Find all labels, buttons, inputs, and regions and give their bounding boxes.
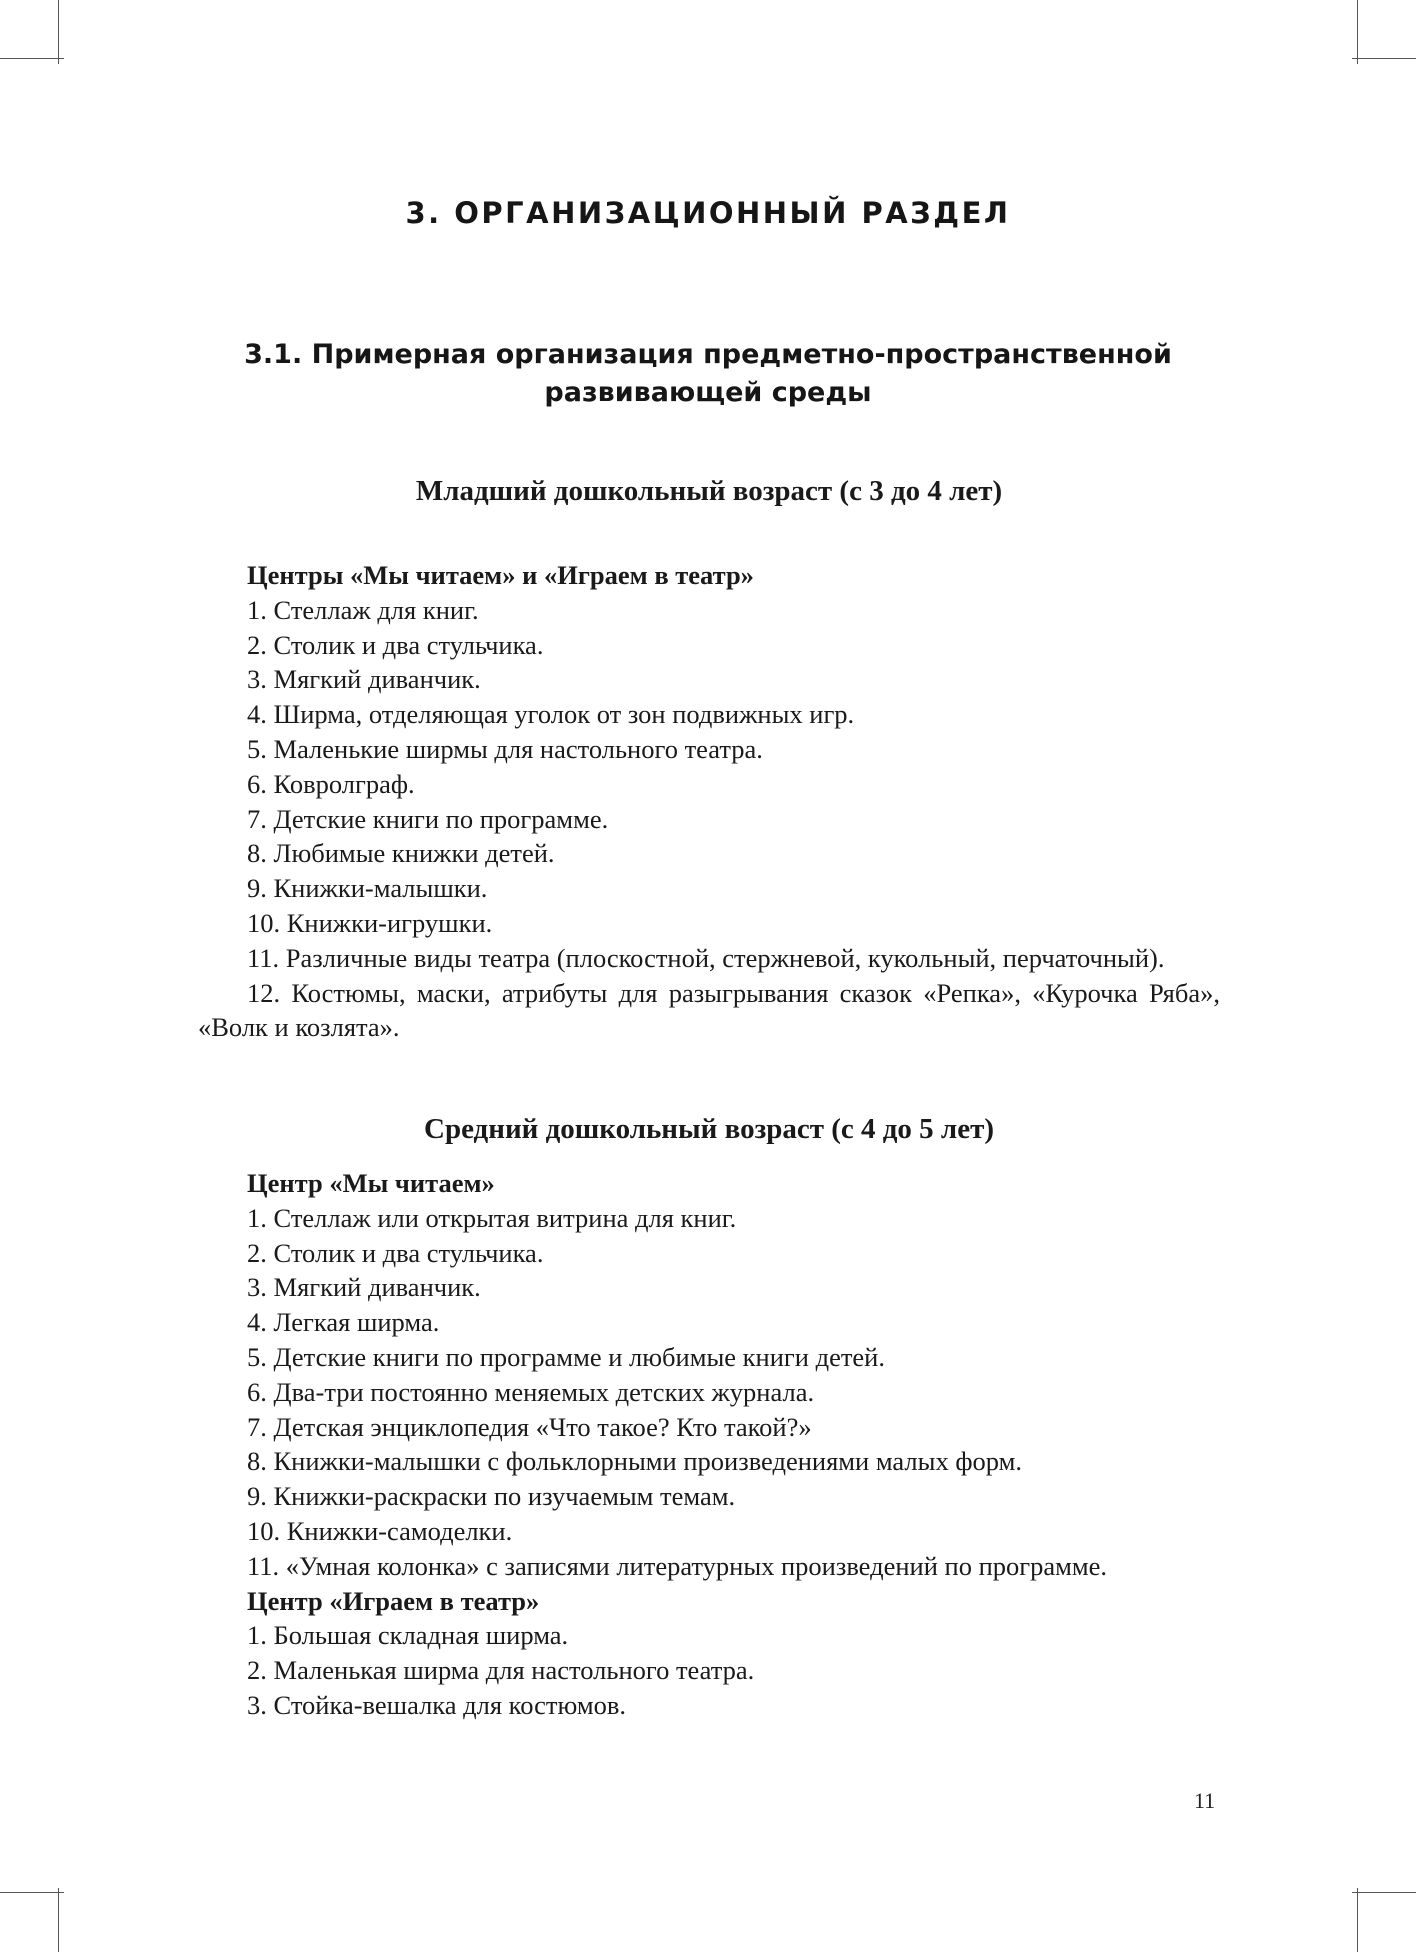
list-item: 9. Книжки-малышки. (247, 873, 488, 904)
junior-center-block (198, 558, 1220, 1045)
chapter-title: 3. ОРГАНИЗАЦИОННЫЙ РАЗДЕЛ (405, 196, 1011, 230)
theatre-center-title: Центр «Играем в театр» (247, 1585, 540, 1616)
section-title-line: 3.1. Примерная организация предметно-пространственной (244, 339, 1172, 370)
list-item: 5. Маленькие ширмы для настольного театра. (247, 733, 763, 764)
middle-age-block (198, 1112, 1220, 1147)
list-item: 9. Книжки-раскраски по изучаемым темам. (247, 1481, 736, 1512)
junior-center-title: Центры «Мы читаем» и «Играем в театр» (247, 560, 754, 590)
list-item: 3. Мягкий диванчик. (247, 664, 481, 695)
section-title (230, 336, 1186, 412)
list-item: 1. Стеллаж или открытая витрина для книг. (247, 1202, 737, 1233)
list-item: 4. Ширма, отделяющая уголок от зон подвижных игр. (247, 699, 855, 730)
page-number: 11 (1194, 1788, 1216, 1813)
list-item: 8. Книжки-малышки с фольклорными произведениями малых форм. (247, 1446, 1022, 1477)
middle-centers-block (198, 1166, 1220, 1723)
section-title-line: развивающей среды (544, 377, 872, 408)
list-item: 4. Легкая ширма. (247, 1307, 440, 1338)
list-item: 1. Стеллаж для книг. (247, 594, 479, 625)
list-item: 6. Два-три постоянно меняемых детских журнала. (247, 1376, 815, 1407)
middle-age-heading: Средний дошкольный возраст (с 4 до 5 лет) (424, 1113, 994, 1145)
list-item: 11. «Умная колонка» с записями литературных произведений по программе. (247, 1550, 1108, 1581)
list-item: 2. Маленькая ширма для настольного театра. (247, 1655, 755, 1686)
list-item: 8. Любимые книжки детей. (247, 838, 555, 869)
list-item: 6. Ковролграф. (247, 768, 415, 799)
list-item: 2. Столик и два стульчика. (247, 1237, 544, 1268)
list-item: 12. Костюмы, маски, атрибуты для разыгрывания сказок «Репка», «Курочка Ряба», «Волк и козлята». (198, 977, 1220, 1043)
list-item: 3. Стойка-вешалка для костюмов. (247, 1689, 627, 1720)
list-item: 11. Различные виды театра (плоскостной, стержневой, кукольный, перчаточный). (247, 942, 1165, 973)
list-item: 10. Книжки-самоделки. (247, 1515, 513, 1546)
junior-age-heading: Младший дошкольный возраст (с 3 до 4 лет) (415, 475, 1003, 507)
junior-age-block (198, 474, 1220, 509)
list-item: 10. Книжки-игрушки. (247, 907, 493, 938)
reading-center-title: Центр «Мы читаем» (247, 1168, 495, 1198)
list-item: 5. Детские книги по программе и любимые книги детей. (247, 1341, 885, 1372)
list-item: 3. Мягкий диванчик. (247, 1272, 481, 1303)
list-item: 7. Детская энциклопедия «Что такое? Кто такой?» (247, 1411, 812, 1442)
list-item: 2. Столик и два стульчика. (247, 629, 544, 660)
list-item: 1. Большая складная ширма. (247, 1620, 569, 1651)
list-item: 7. Детские книги по программе. (247, 803, 609, 834)
